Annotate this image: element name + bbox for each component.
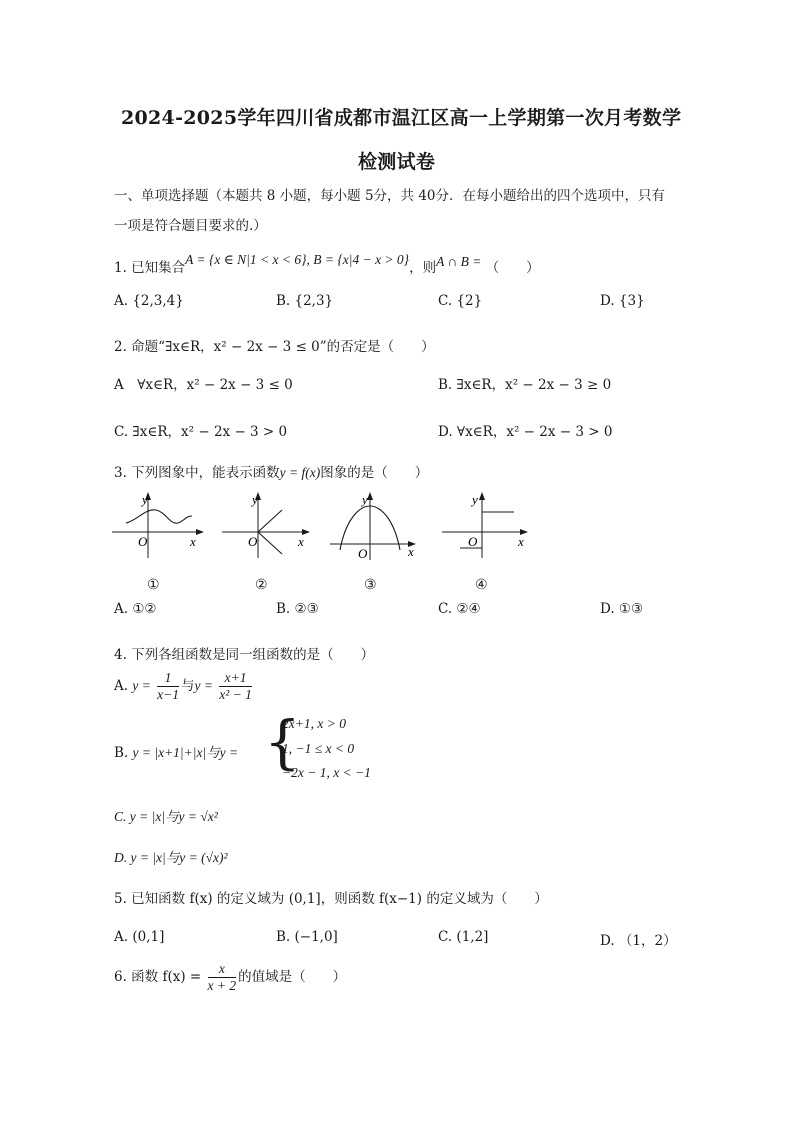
- question-4: 4. 下列各组函数是同一组函数的是（ ）: [114, 647, 375, 663]
- q6-post: 的值域是（ ）: [238, 969, 347, 985]
- graph-3: [326, 488, 426, 563]
- q3-stem-pre: 3. 下列图象中，能表示函数: [114, 465, 280, 481]
- question-5: 5. 已知函数 f(x) 的定义域为 (0,1]，则函数 f(x−1) 的定义域为（ ）: [114, 891, 548, 907]
- graph-4: [438, 488, 538, 563]
- graph-3-caption: ③: [364, 577, 377, 593]
- q1-paren: （ ）: [485, 260, 540, 276]
- graph-3-axis-x: x: [408, 544, 414, 559]
- q1-option-d: D. {3}: [600, 293, 645, 309]
- q4-option-d: D. y = |x|与y = (√x)²: [114, 850, 228, 865]
- q2-option-b: B. ∃x∈R，x² − 2x − 3 ≥ 0: [438, 377, 612, 393]
- q2-option-a: A ∀x∈R，x² − 2x − 3 ≤ 0: [114, 377, 293, 393]
- q4-a-num2: x+1: [219, 670, 252, 687]
- graph-3-axis-y: y: [362, 492, 368, 507]
- q4-a-num1: 1: [157, 670, 179, 687]
- graph-1: [108, 488, 208, 563]
- graph-4-caption: ④: [475, 577, 488, 593]
- q4-a-den1: x−1: [157, 687, 179, 702]
- q4-b-case-2: 1, −1 ≤ x < 0: [282, 741, 355, 756]
- q4-a-fraction-1: [157, 670, 179, 703]
- graph-2-caption: ②: [255, 577, 268, 593]
- q6-fraction: [208, 961, 237, 994]
- q1-set-b: , B = {x|4 − x > 0}: [306, 252, 410, 267]
- graph-1-axis-y: y: [142, 492, 148, 507]
- q1-option-c: C. {2}: [438, 293, 483, 309]
- graph-4-origin: O: [468, 534, 478, 549]
- graph-2: [218, 488, 318, 563]
- section-instructions: 一、单项选择题（本题共 8 小题，每小题 5分，共 40分．在每小题给出的四个选项中，只有: [114, 188, 666, 204]
- q4-b-case-1: 2x+1, x > 0: [282, 716, 346, 731]
- q4-a-den2: x² − 1: [219, 687, 252, 702]
- q4-b-label: B.: [114, 745, 129, 761]
- q4-a-fraction-2: [219, 670, 252, 703]
- q5-option-c: C. (1,2]: [438, 929, 489, 945]
- q6-den: x + 2: [207, 978, 237, 993]
- graph-2-origin: O: [248, 534, 258, 549]
- q5-option-d: D. （1，2）: [600, 933, 677, 949]
- q6-pre: 6. 函数 f(x) =: [114, 969, 202, 985]
- q1-prefix: 1. 已知集合: [114, 260, 186, 276]
- section-instructions-line2: 一项是符合题目要求的.）: [114, 218, 267, 234]
- graph-2-axis-x: x: [298, 534, 304, 549]
- q3-option-b: B. ②③: [276, 601, 319, 617]
- question-1: [114, 252, 540, 276]
- page-title: 2024-2025学年四川省成都市温江区高一上学期第一次月考数学: [121, 107, 682, 129]
- question-6: [114, 961, 346, 994]
- q4-option-c: C. y = |x|与y = √x²: [114, 809, 218, 824]
- q3-stem-func: y = f(x): [279, 465, 321, 480]
- q5-option-a: A. (0,1]: [114, 929, 165, 945]
- q3-option-d: D. ①③: [600, 601, 644, 617]
- q4-a-label: A.: [114, 678, 129, 694]
- q2-option-c: C. ∃x∈R，x² − 2x − 3 > 0: [114, 424, 288, 440]
- q4-b-text: y = |x+1|+|x|与y =: [132, 745, 239, 760]
- graph-4-axis-x: x: [518, 534, 524, 549]
- q3-option-c: C. ②④: [438, 601, 481, 617]
- q1-set-a: A = {x ∈ N|1 < x < 6}: [185, 252, 307, 267]
- q4-a-y2: y =: [194, 678, 213, 693]
- q1-tail: A ∩ B =: [436, 254, 482, 269]
- graph-2-axis-y: y: [252, 492, 258, 507]
- graph-4-axis-y: y: [472, 492, 478, 507]
- graph-3-origin: O: [358, 546, 368, 561]
- q5-option-b: B. (−1,0]: [276, 929, 338, 945]
- q4-option-b: [114, 741, 238, 761]
- q3-option-a: A. ①②: [114, 601, 157, 617]
- question-2: 2. 命题“∃x∈R，x² − 2x − 3 ≤ 0”的否定是（ ）: [114, 339, 435, 355]
- q2-option-d: D. ∀x∈R，x² − 2x − 3 > 0: [438, 424, 613, 440]
- graph-1-caption: ①: [147, 577, 160, 593]
- q4-a-mid: 与: [180, 678, 195, 694]
- q3-stem-post: 图象的是（ ）: [320, 465, 429, 481]
- q4-a-y1: y =: [132, 678, 151, 693]
- q4-b-case-3: −2x − 1, x < −1: [282, 765, 371, 780]
- q1-option-b: B. {2,3}: [276, 293, 334, 309]
- page-title-line2: 检测试卷: [358, 151, 436, 173]
- graph-1-axis-x: x: [190, 534, 196, 549]
- question-3: [114, 461, 428, 481]
- q1-option-a: A. {2,3,4}: [114, 293, 184, 309]
- q1-suffix: ，则: [409, 260, 437, 276]
- q4-b-brace: {: [264, 708, 301, 776]
- q6-num: x: [208, 961, 237, 978]
- q4-option-a: [114, 670, 254, 703]
- graph-1-origin: O: [138, 534, 148, 549]
